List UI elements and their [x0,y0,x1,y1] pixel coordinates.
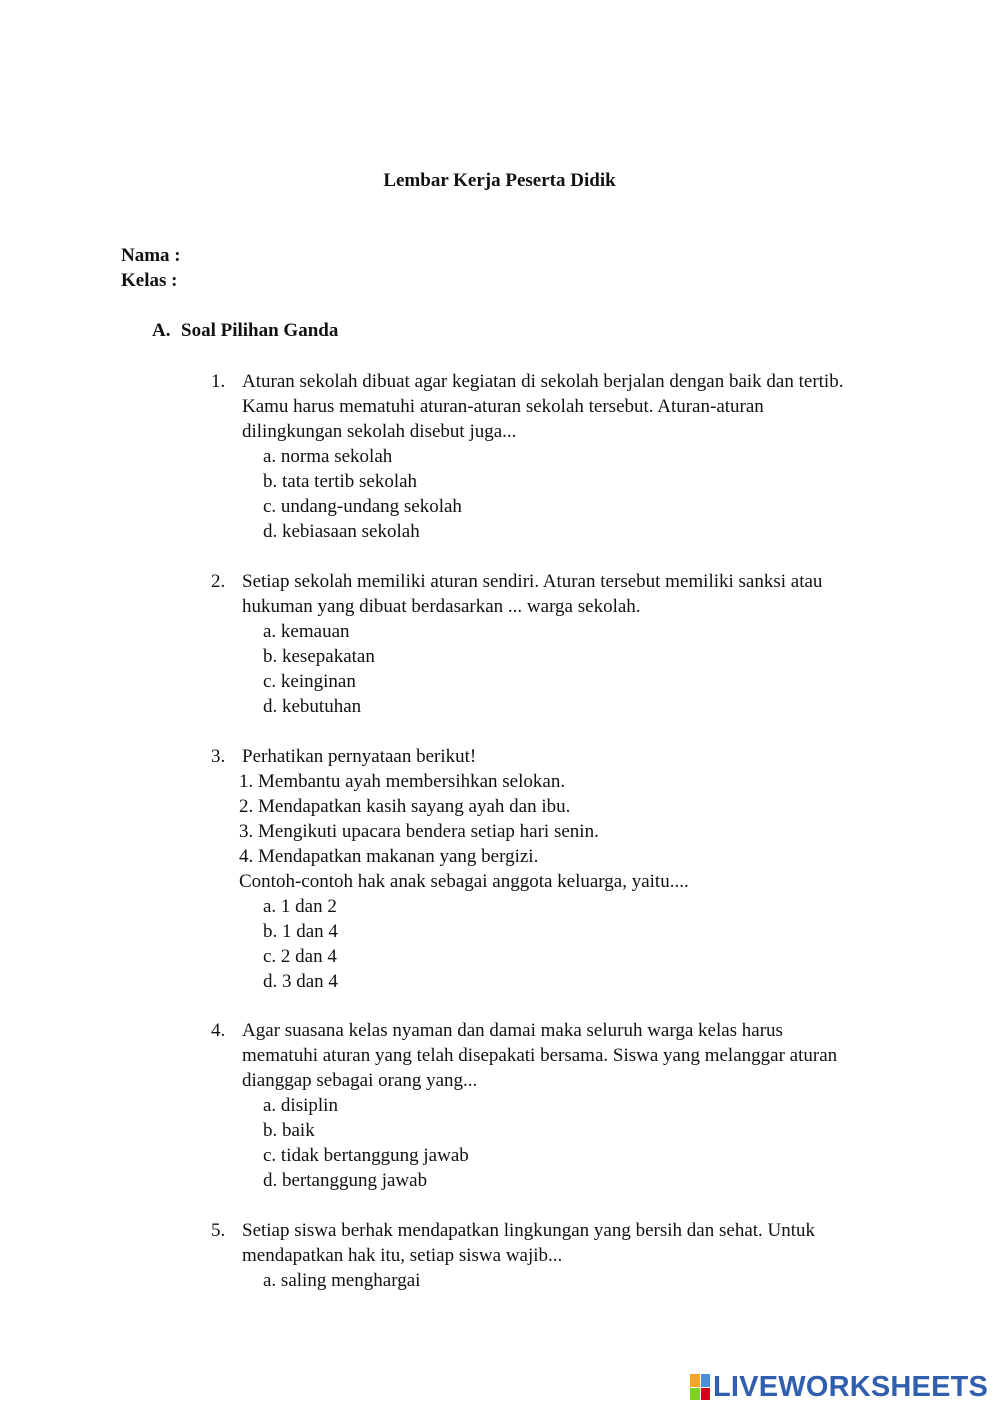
answer-option-d[interactable]: d. bertanggung jawab [263,1170,428,1191]
question-number: 2. [211,571,226,592]
question-stem-line: Setiap sekolah memiliki aturan sendiri. Aturan tersebut memiliki sanksi atau [242,571,823,592]
question-1 [211,369,901,544]
question-number: 3. [211,746,226,767]
answer-option-c[interactable]: c. undang-undang sekolah [263,496,462,517]
statement-line: 1. Membantu ayah membersihkan selokan. [239,771,566,792]
answer-option-b[interactable]: b. baik [263,1120,315,1141]
answer-option-a[interactable]: a. disiplin [263,1095,338,1116]
logo-tile-2 [701,1374,711,1387]
section-heading [152,320,338,342]
section-letter: A. [152,320,171,341]
answer-option-a[interactable]: a. saling menghargai [263,1270,421,1291]
question-number: 5. [211,1220,226,1241]
question-5 [211,1218,901,1293]
name-field-label: Nama : [121,245,181,266]
question-2 [211,569,901,719]
statement-line: 2. Mendapatkan kasih sayang ayah dan ibu. [239,796,571,817]
answer-option-b[interactable]: b. tata tertib sekolah [263,471,418,492]
question-prompt: Contoh-contoh hak anak sebagai anggota keluarga, yaitu.... [239,871,689,892]
question-number: 4. [211,1020,226,1041]
answer-option-c[interactable]: c. tidak bertanggung jawab [263,1145,469,1166]
question-stem-line: dilingkungan sekolah disebut juga... [242,421,517,442]
question-stem-line: Perhatikan pernyataan berikut! [242,746,477,767]
question-stem-line: dianggap sebagai orang yang... [242,1070,478,1091]
answer-option-b[interactable]: b. 1 dan 4 [263,921,338,942]
class-field-label: Kelas : [121,270,178,291]
question-number: 1. [211,371,226,392]
answer-option-d[interactable]: d. 3 dan 4 [263,971,338,992]
question-stem-line: mematuhi aturan yang telah disepakati bersama. Siswa yang melanggar aturan [242,1045,838,1066]
liveworksheets-logo-icon [690,1374,710,1400]
question-stem-line: hukuman yang dibuat berdasarkan ... warga sekolah. [242,596,641,617]
section-title: Soal Pilihan Ganda [181,320,339,341]
question-stem-line: Aturan sekolah dibuat agar kegiatan di sekolah berjalan dengan baik dan tertib. [242,371,844,392]
answer-option-a[interactable]: a. kemauan [263,621,350,642]
question-3 [211,744,901,994]
worksheet-title: Lembar Kerja Peserta Didik [383,170,616,191]
logo-tile-3 [690,1388,700,1401]
question-4 [211,1018,901,1193]
answer-option-a[interactable]: a. 1 dan 2 [263,896,337,917]
answer-option-d[interactable]: d. kebutuhan [263,696,362,717]
question-stem-line: Kamu harus mematuhi aturan-aturan sekolah tersebut. Aturan-aturan [242,396,764,417]
logo-tile-1 [690,1374,700,1387]
answer-option-d[interactable]: d. kebiasaan sekolah [263,521,420,542]
question-stem-line: mendapatkan hak itu, setiap siswa wajib... [242,1245,563,1266]
statement-line: 4. Mendapatkan makanan yang bergizi. [239,846,539,867]
answer-option-a[interactable]: a. norma sekolah [263,446,393,467]
answer-option-c[interactable]: c. keinginan [263,671,356,692]
statement-line: 3. Mengikuti upacara bendera setiap hari senin. [239,821,599,842]
liveworksheets-logo [690,1372,988,1402]
logo-text: LIVEWORKSHEETS [713,1370,989,1403]
question-stem-line: Agar suasana kelas nyaman dan damai maka seluruh warga kelas harus [242,1020,783,1041]
logo-tile-4 [701,1388,711,1401]
question-stem-line: Setiap siswa berhak mendapatkan lingkungan yang bersih dan sehat. Untuk [242,1220,816,1241]
answer-option-c[interactable]: c. 2 dan 4 [263,946,337,967]
answer-option-b[interactable]: b. kesepakatan [263,646,375,667]
